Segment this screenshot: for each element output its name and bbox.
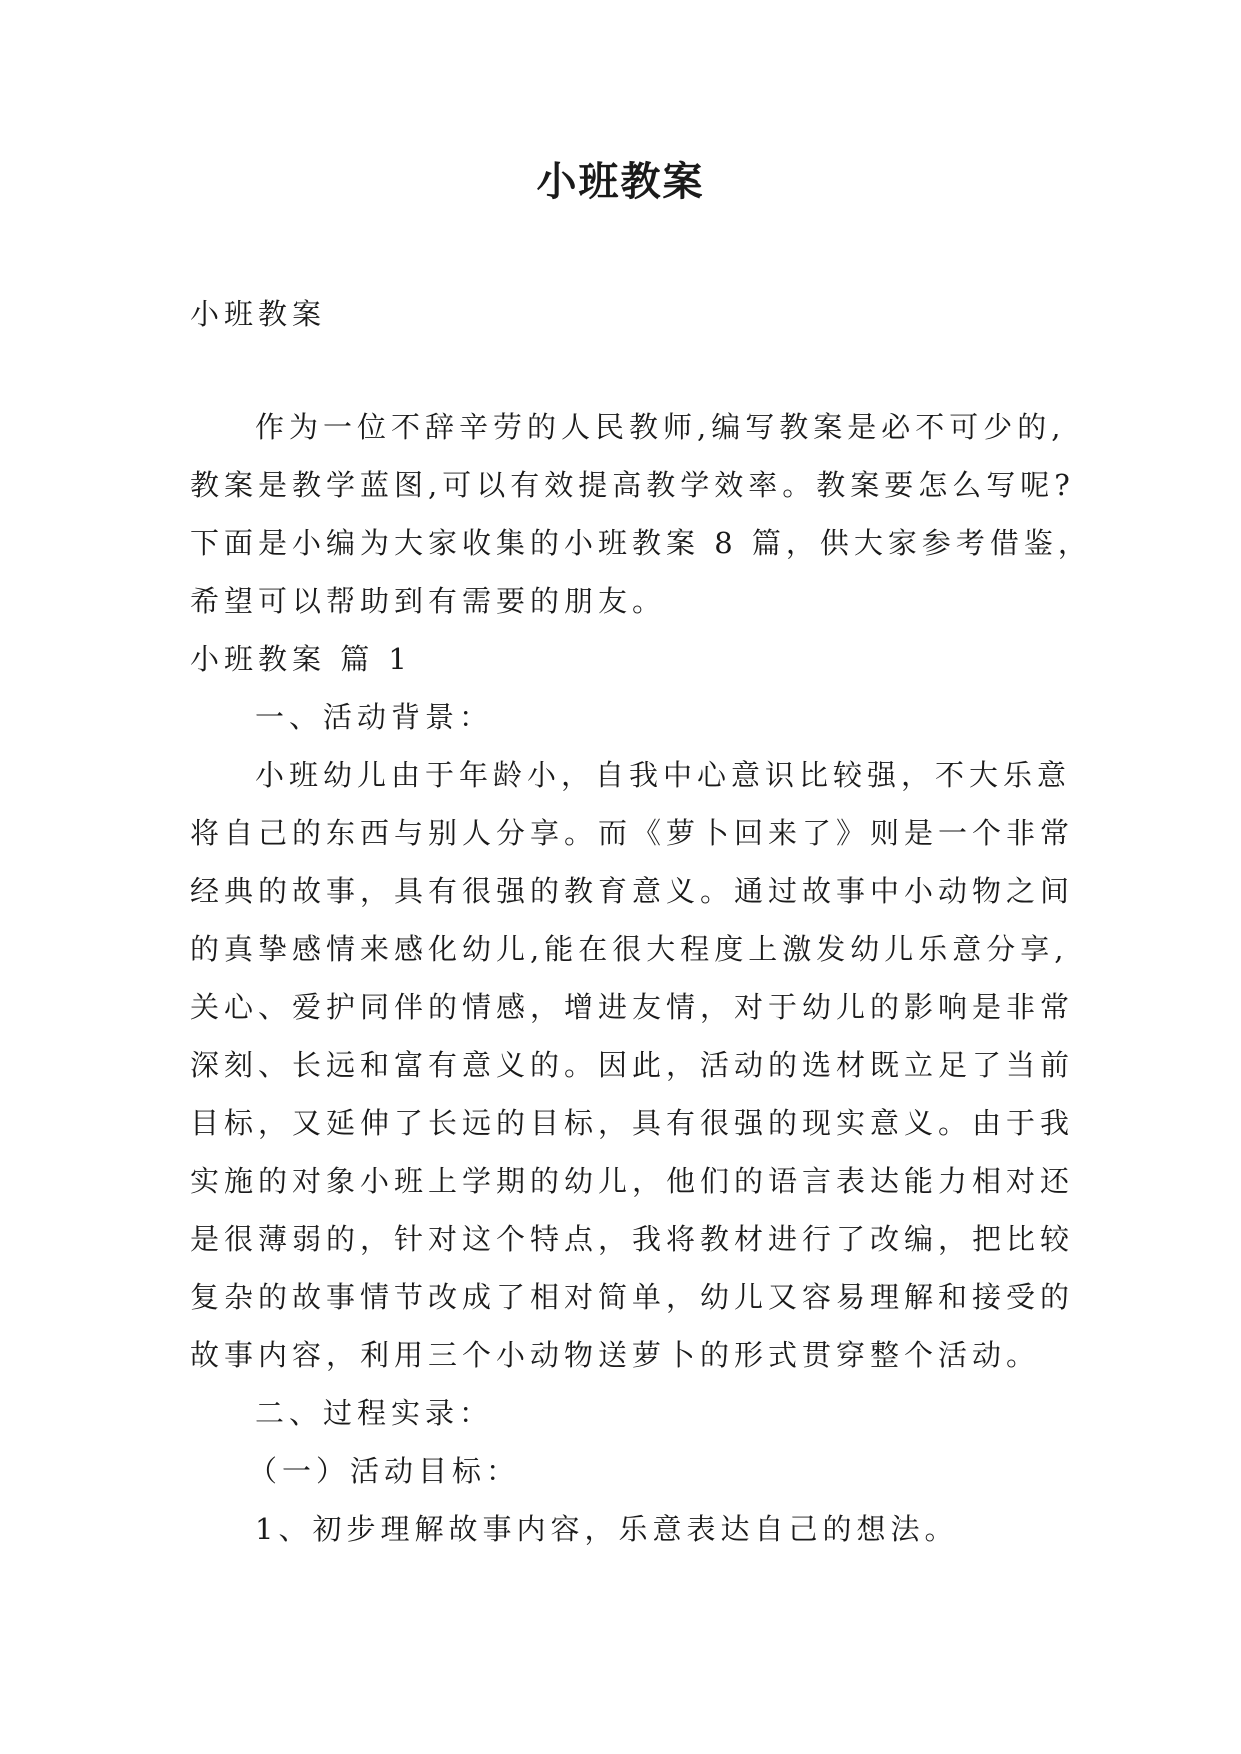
intro-line-4: 希望可以帮助到有需要的朋友。	[190, 584, 667, 618]
background-line-2: 将自己的东西与别人分享。而《萝卜回来了》则是一个非常	[190, 816, 1075, 850]
background-line-7: 目标，又延伸了长远的目标，具有很强的现实意义。由于我	[190, 1106, 1075, 1140]
background-line-8: 实施的对象小班上学期的幼儿，他们的语言表达能力相对还	[190, 1164, 1075, 1198]
intro-line-3: 下面是小编为大家收集的小班教案 8 篇，供大家参考借鉴，	[190, 526, 1092, 560]
goal-item-1: 1、初步理解故事内容，乐意表达自己的想法。	[255, 1512, 959, 1546]
background-line-10: 复杂的故事情节改成了相对简单，幼儿又容易理解和接受的	[190, 1280, 1075, 1314]
background-line-11: 故事内容，利用三个小动物送萝卜的形式贯穿整个活动。	[190, 1338, 1041, 1372]
intro-line-2: 教案是教学蓝图,可以有效提高教学效率。教案要怎么写呢?	[190, 468, 1075, 502]
subheading-goals: （一）活动目标：	[248, 1454, 521, 1488]
heading-process: 二、过程实录：	[255, 1396, 494, 1430]
background-line-6: 深刻、长远和富有意义的。因此，活动的选材既立足了当前	[190, 1048, 1075, 1082]
background-line-1: 小班幼儿由于年龄小，自我中心意识比较强，不大乐意	[255, 758, 1072, 792]
document-title: 小班教案	[536, 158, 705, 205]
background-line-4: 的真挚感情来感化幼儿,能在很大程度上激发幼儿乐意分享,	[190, 932, 1069, 966]
document-subtitle: 小班教案	[190, 297, 327, 331]
background-line-3: 经典的故事，具有很强的教育意义。通过故事中小动物之间	[190, 874, 1075, 908]
intro-line-1: 作为一位不辞辛劳的人民教师,编写教案是必不可少的,	[255, 410, 1066, 444]
background-line-5: 关心、爱护同伴的情感，增进友情，对于幼儿的影响是非常	[190, 990, 1075, 1024]
section-title: 小班教案 篇 1	[190, 642, 412, 676]
heading-background: 一、活动背景：	[255, 700, 494, 734]
background-line-9: 是很薄弱的，针对这个特点，我将教材进行了改编，把比较	[190, 1222, 1075, 1256]
